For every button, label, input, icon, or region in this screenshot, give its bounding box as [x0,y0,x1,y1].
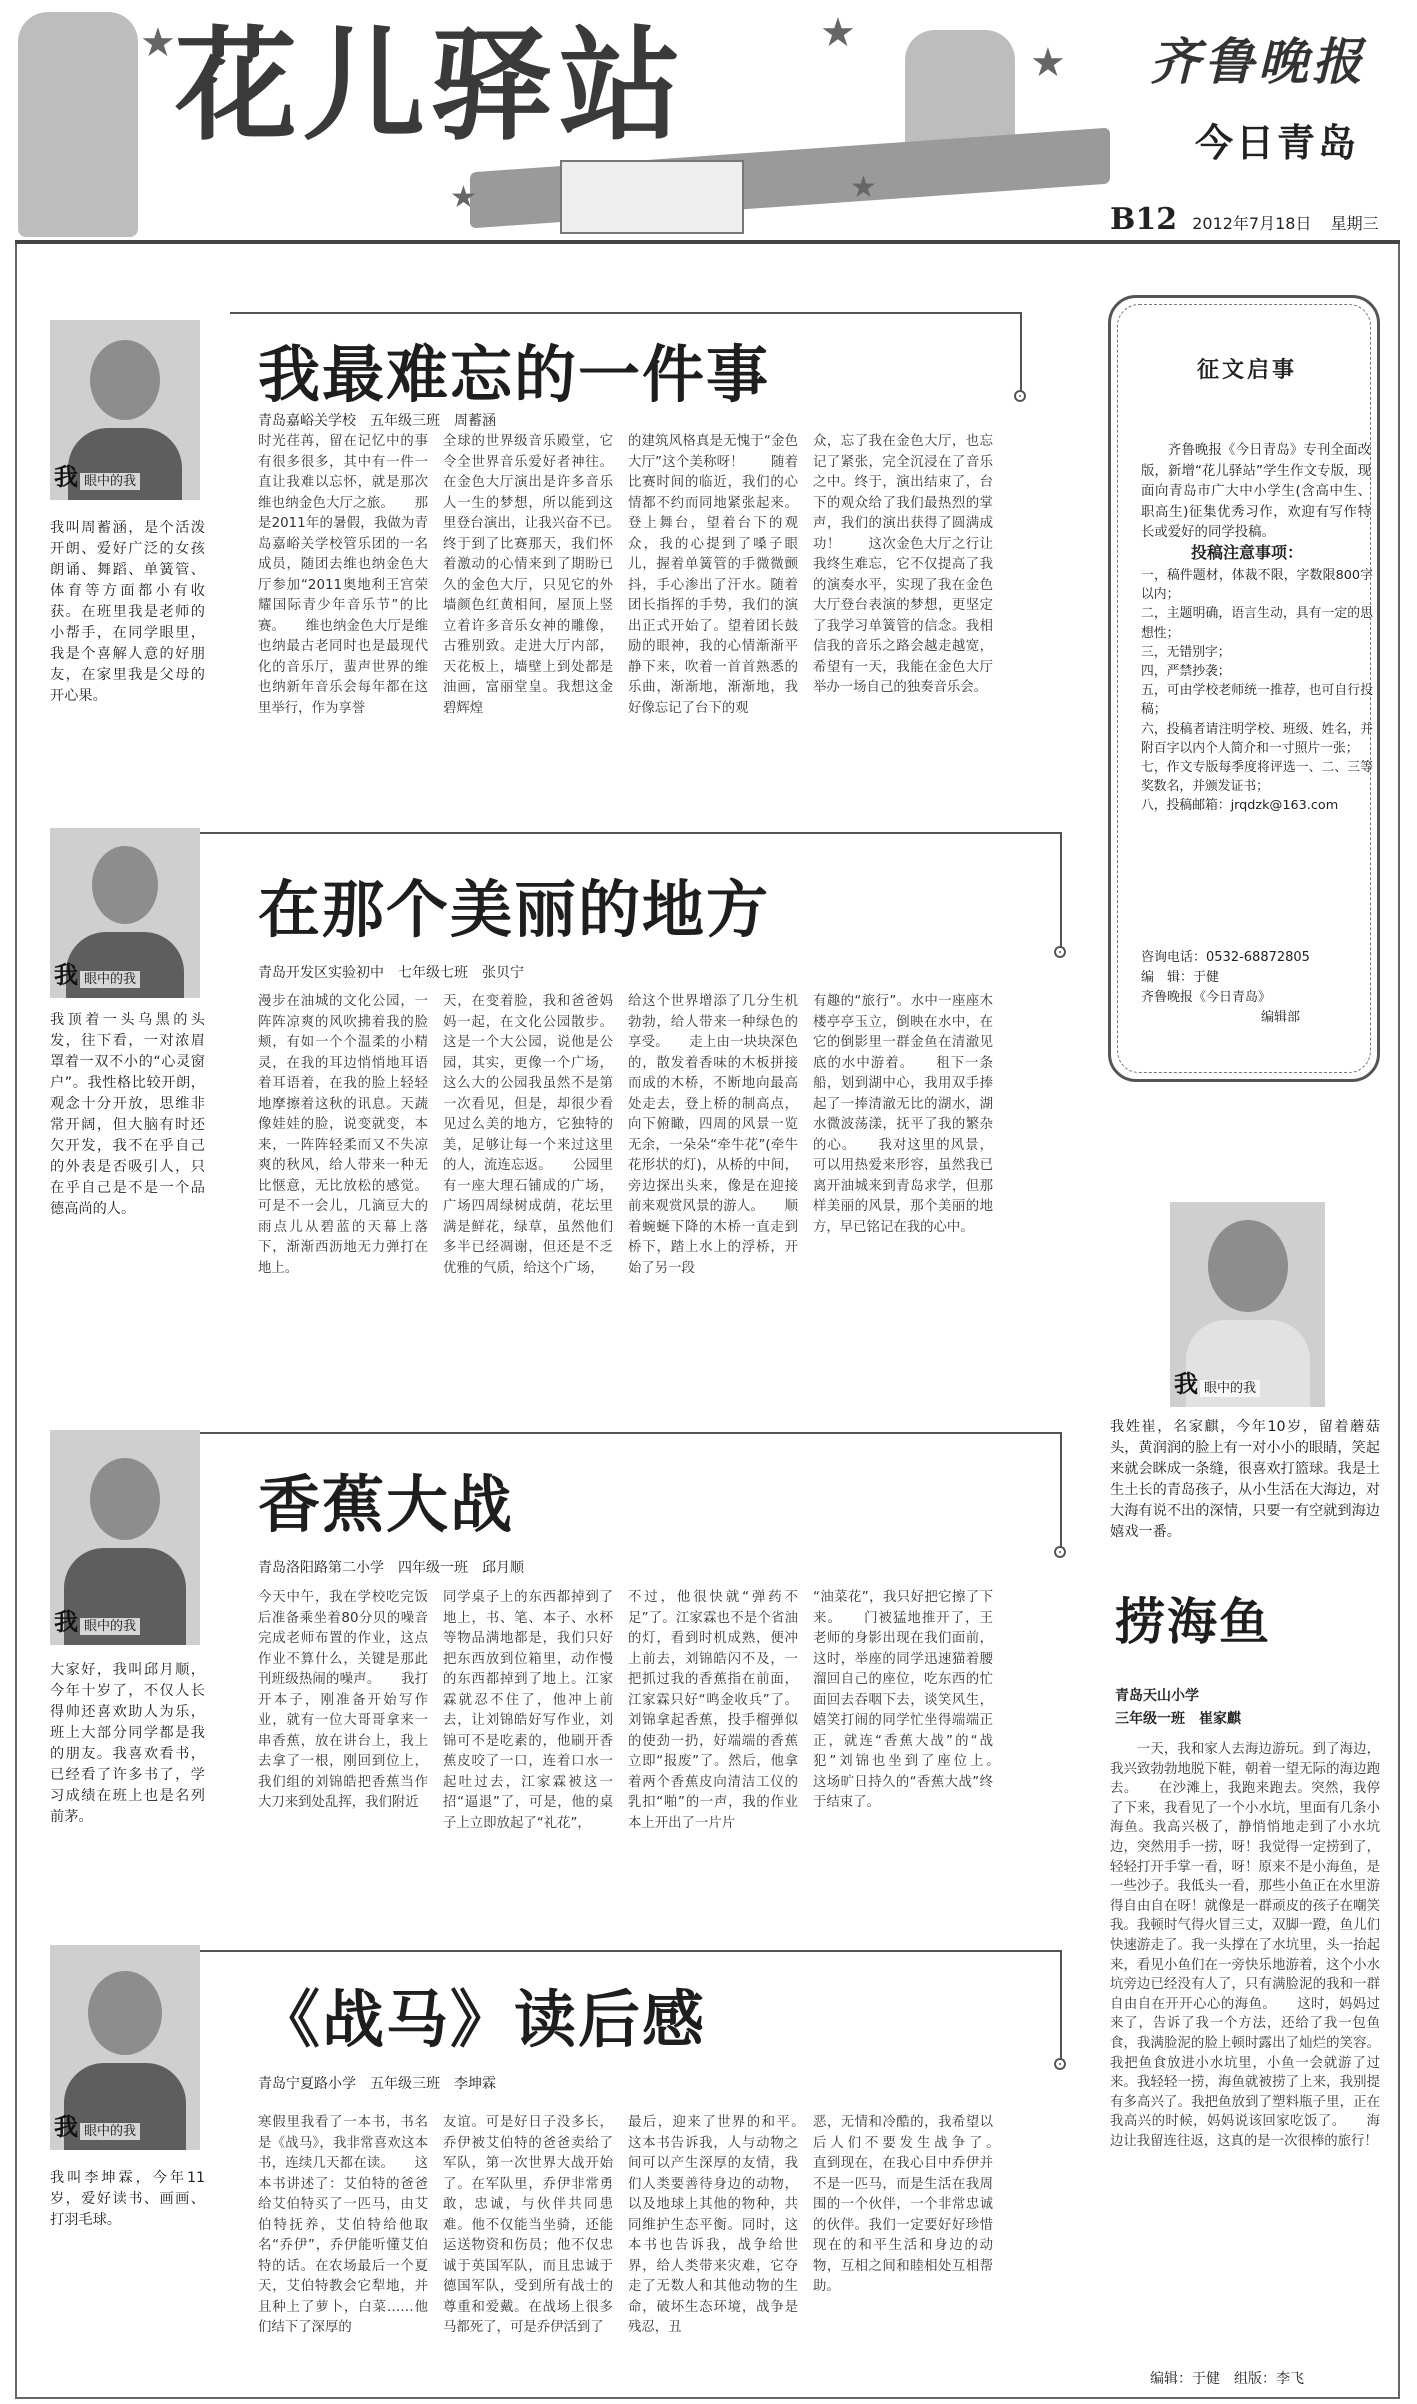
page-number: B12 [1110,202,1178,237]
call-for-submissions [1108,295,1380,1082]
article-byline: 青岛洛阳路第二小学 四年级一班 邱月顺 [258,1560,524,1576]
notice-rule: 三，无错别字； [1141,644,1231,660]
notice-phone: 咨询电话：0532-68872805 [1141,950,1310,965]
author-bio: 我叫李坤霖，今年11岁，爱好读书、画画、打羽毛球。 [50,2170,205,2228]
notice-subtitle: 投稿注意事项： [1190,543,1303,562]
author-photo [1170,1202,1325,1407]
star-icon: ★ [850,170,877,205]
issue-date: 2012年7月18日 [1192,214,1312,233]
article-title: 我最难忘的一件事 [258,338,771,411]
girl-illustration [18,12,138,237]
article-column: 同学桌子上的东西都掉到了地上，书、笔、本子、水杯等物品满地都是，我们只好把东西放到位箱里，动作慢的东西都掉到了地上。江家霖就忍不住了，他冲上前去，让刘锦皓好写作业，刘锦可不是吃素的，他刷开香蕉皮咬了一口，连着口水一起吐过去，江家霖被这一招“逼退”了，可是，他的桌子上立即放起了“礼花”， [443,1590,613,1831]
rule-dot-icon [1054,946,1066,958]
badge: 我眼中的我 [54,955,140,990]
badge: 我眼中的我 [1174,1364,1260,1399]
author-photo [50,828,200,998]
article-column: “油菜花”，我只好把它擦了下来。 门被猛地推开了，王老师的身影出现在我们面前，这时，举座的同学迅速猫着腰溜回自己的座位，吃东西的忙面回去吞咽下去，谈笑风生，嬉笑打闹的同学忙坐得端端正正，就连“香蕉大战”的“战犯”刘锦也坐到了座位上。 这场旷日持久的“香蕉大战”终于结束了。 [813,1590,993,1810]
author-photo [50,320,200,500]
article-column: 一天，我和家人去海边游玩。到了海边，我兴致勃勃地脱下鞋，朝着一望无际的海边跑去。 在沙滩上，我跑来跑去。突然，我停了下来，我看见了一个小水坑，里面有几条小海鱼。我高兴极了，静悄悄地走到了小水坑边，突然用手一捞，呀！我觉得一定捞到了，轻轻打开手掌一看，呀！原来不是小海鱼，是一些沙子。我低头一看，那些小鱼正在水里游得自由自在呀！就像是一群顽皮的孩子在嘲笑我。我顿时气得火冒三丈，双脚一蹬，鱼儿们快速游走了。我一头撑在了水坑里，头一抬起来，看见小鱼们在一旁快乐地游着，这个小水坑旁边已经没有人了，只有满脸泥的我和一群自由自在开开心心的海鱼。 这时，妈妈过来了，告诉了我一个方法，还给了我一包鱼食，我满脸泥的脸上顿时露出了灿烂的笑容。我把鱼食放进小水坑里，小鱼一会就游了过来。我轻轻一捞，海鱼就被捞了上来，我别提有多高兴了。我把鱼放到了塑料瓶子里，正在我高兴的时候，妈妈说该回家吃饭了。 海边让我留连往返，这真的是一次很棒的旅行！ [1110,1742,1380,2149]
title-rule [1060,1950,1062,2062]
page-info [1110,202,1379,237]
article-column: 不过，他很快就“弹药不足”了。江家霖也不是个省油的灯，看到时机成熟，便冲上前去，刘锦皓闪不及，一把抓过我的香蕉指在前面，江家霖只好“鸣金收兵”了。刘锦拿起香蕉，投手榴弹似的使劲一扔，好端端的香蕉立即“报废”了。然后，他拿着两个香蕉皮向清洁工仪的乳扣“啪”的一声，我的作业本上开出了一片片 [628,1590,798,1831]
author-bio: 大家好，我叫邱月顺，今年十岁了，不仅人长得帅还喜欢助人为乐，班上大部分同学都是我的朋友。我喜欢看书，已经看了许多书了，学习成绩在班上也是名列前茅。 [50,1662,205,1825]
author-photo [50,1945,200,2150]
title-rule [230,312,1020,314]
rule-dot-icon [1054,2058,1066,2070]
article-column: 今天中午，我在学校吃完饭后准备乘坐着80分贝的噪音完成老师布置的作业，这点作业不算什么，关键是那此刊班级热闹的噪声。 我打开本子，刚准备开始写作业，就有一位大哥哥拿来一串香蕉，放在讲台上，我上去拿了一根，刚回到位上，我们组的刘锦皓把香蕉当作大刀来到处乱挥，我们附近 [258,1590,428,1810]
article-column: 友谊。可是好日子没多长，乔伊被艾伯特的爸爸卖给了军队，第一次世界大战开始了。在军队里，乔伊非常勇敢，忠诚，与伙伴共同患难。他不仅能当坐骑，还能运送物资和伤员；他不仅忠诚于英国军队，而且忠诚于德国军队，受到所有战士的尊重和爱戴。在战场上很多马都死了，可是乔伊活到了 [443,2115,613,2335]
title-rule [200,1950,1060,1952]
article-byline: 青岛开发区实验初中 七年级七班 张贝宁 [258,965,524,981]
article-column: 有趣的“旅行”。水中一座座木楼亭亭玉立，倒映在水中，在它的倒影里一群金鱼在清澈见底的水中游着。 租下一条船，划到湖中心，我用双手捧起了一捧清澈无比的湖水，湖水微波荡漾，抚平了我的繁杂的心。 我对这里的风景，可以用热爱来形容，虽然我已离开油城来到青岛求学，但那样美丽的风景，那个美丽的地方，早已铭记在我的心中。 [813,994,993,1235]
notice-rule: 七，作文专版每季度将评选一、二、三等奖数名，并颁发证书； [1141,760,1373,795]
article-byline: 三年级一班 崔家麒 [1115,1711,1241,1727]
title-rule [200,832,1060,834]
author-bio: 我叫周蓄涵，是个活泼开朗、爱好广泛的女孩朗诵、舞蹈、单簧管、体育等方面都小有收获。在班里我是老师的小帮手，在同学眼里，我是个喜解人意的好朋友，在家里我是父母的开心果。 [50,520,205,704]
article-school: 青岛天山小学 [1115,1688,1199,1704]
title-rule [1060,832,1062,950]
page-editor-credit: 编辑：于健 组版：李飞 [1150,2371,1304,2387]
notice-rule: 二，主题明确，语言生动，具有一定的思想性； [1141,606,1373,641]
newspaper-brand: 齐鲁晚报 [1150,32,1366,91]
masthead [0,0,1417,245]
badge: 我眼中的我 [54,1602,140,1637]
article-column: 全球的世界级音乐殿堂，它令全世界音乐爱好者神往。在金色大厅演出是许多音乐人一生的梦想，所以能到这里登台演出，让我兴奋不已。 终于到了比赛那天，我们怀着激动的心情来到了期盼已久的金色大厅，只见它的外墙颜色红黄相间，屋顶上竖立着许多音乐女神的雕像，古雅别致。走进大厅内部，天花板上，墙壁上到处都是油画，富丽堂皇。我想这金碧辉煌 [443,434,613,716]
notice-org: 齐鲁晚报《今日青岛》 [1141,990,1272,1005]
star-icon: ★ [820,10,856,56]
article-column: 漫步在油城的文化公园，一阵阵凉爽的风吹拂着我的脸颊，有如一个个温柔的小精灵，在我的耳边悄悄地耳语着耳语着，在我的脸上轻轻地摩擦着这秋的讯息。天蔬像娃娃的脸，说变就变，本来，一阵阵轻柔而又不失凉爽的秋风，给人带来一种无比惬意，无比放松的感觉。可是不一会儿，几滴豆大的雨点儿从碧蓝的天幕上落下，渐渐西沥地无力弹打在地上。 [258,994,428,1276]
article-title: 在那个美丽的地方 [258,873,771,946]
author-bio: 我顶着一头乌黑的头发，往下看，一对浓眉罩着一双不小的“心灵窗户”。我性格比较开朗，观念十分开放，思维非常开阔，但大脑有时还欠开发，我不在乎自己的外表是否吸引人，只在乎自己是不是一个品德高尚的人。 [50,1012,205,1217]
notice-rule: 八，投稿邮箱：jrqdzk@163.com [1141,798,1339,814]
star-icon: ★ [140,20,176,66]
author-photo [50,1430,200,1645]
rule-dot-icon [1014,390,1026,402]
article-column: 时光荏苒，留在记忆中的事有很多很多，其中有一件一直让我难以忘怀，就是那次维也纳金色大厅之旅。 那是2011年的暑假，我做为青岛嘉峪关学校管乐团的一名成员，随团去维也纳金色大厅参加“2011奥地利王宫荣耀国际青少年音乐节”的比赛。 维也纳金色大厅是维也纳最古老同时也是最现代化的音乐厅，蜚声世界的维也纳新年音乐会每年都在这里举行，作为享誉 [258,434,428,716]
notice-rule: 一，稿件题材，体裁不限，字数限800字以内； [1141,568,1373,603]
article-column: 恶，无情和冷酷的，我希望以后人们不要发生战争了。 直到现在，在我心目中乔伊并不是一匹马，而是生活在我周围的一个伙伴，一个非常忠诚的伙伴。我们一定要好好珍惜现在的和平生活和身边的动物，互相之间和睦相处互相帮助。 [813,2115,993,2294]
rule-dot-icon [1054,1546,1066,1558]
article-column: 寒假里我看了一本书，书名是《战马》，我非常喜欢这本书，连续几天都在读。 这本书讲述了：艾伯特的爸爸给艾伯特买了一匹马，由艾伯特抚养，艾伯特给他取名“乔伊”，乔伊能听懂艾伯特的话。在农场最后一个夏天，艾伯特教会它犁地，并且种上了萝卜，白菜……他们结下了深厚的 [258,2115,428,2335]
notice-title: 征文启事 [1196,358,1297,383]
title-rule [1020,312,1022,392]
notice-rule: 四，严禁抄袭； [1141,664,1231,680]
badge: 我眼中的我 [54,2107,140,2142]
title-rule [1060,1432,1062,1550]
article-title: 《战马》读后感 [258,1983,707,2056]
badge: 我眼中的我 [54,457,140,492]
title-rule [200,1432,1060,1434]
article-column: 给这个世界增添了几分生机勃勃，给人带来一种绿色的享受。 走上由一块块深色的，散发着香味的木板拼接而成的木桥，不断地向最高处走去，登上桥的制高点，向下俯瞰，四周的风景一览无余，一朵朵“牵牛花”(牵牛花形状的灯)，从桥的中间，旁边探出头来，像是在迎接前来观赏风景的游人。 顺着蜿蜒下降的木桥一直走到桥下，踏上水上的浮桥，开始了另一段 [628,994,798,1276]
notice-intro: 齐鲁晚报《今日青岛》专刊全面改版，新增“花儿驿站”学生作文专版，现面向青岛市广大中小学生(含高中生、职高生)征集优秀习作，欢迎有写作特长或爱好的同学投稿。 [1141,443,1371,540]
notice-rule: 五，可由学校老师统一推荐，也可自行投稿； [1141,683,1373,718]
article-title: 捞海鱼 [1115,1593,1271,1651]
article-byline: 青岛嘉峪关学校 五年级三班 周蓄涵 [258,413,496,429]
article-column: 众，忘了我在金色大厅，也忘记了紧张，完全沉浸在了音乐之中。终于，演出结束了，台下的观众给了我们最热烈的掌声，我们的演出获得了圆满成功！ 这次金色大厅之行让我终生难忘，它不仅提高了我的演奏水平，实现了我在金色大厅登台表演的梦想，更坚定了我学习单簧管的信念。我相信我的音乐之路会越走越宽，希望有一天，我能在金色大厅举办一场自己的独奏音乐会。 [813,434,993,695]
article-column: 的建筑风格真是无愧于“金色大厅”这个美称呀！ 随着比赛时间的临近，我们的心情都不约而同地紧张起来。登上舞台，望着台下的观众，我的心提到了嗓子眼儿，握着单簧管的手微微颤抖，手心渗出了汗水。随着团长指挥的手势，我们的演出正式开始了。望着团长鼓励的眼神，我的心情渐渐平静下来，吹着一首首熟悉的乐曲，渐渐地，渐渐地，我好像忘记了台下的观 [628,434,798,716]
notice-dept: 编辑部 [1261,1010,1301,1025]
star-icon: ★ [450,180,477,215]
school-illustration [560,160,744,234]
article-column: 最后，迎来了世界的和平。 这本书告诉我，人与动物之间可以产生深厚的友情，我们人类要善待身边的动物，以及地球上其他的物种，共同维护生态平衡。同时，这本书也告诉我，战争给世界，给人类带来灾难，它夺走了无数人和其他动物的生命，破坏生态环境，战争是残忍，丑 [628,2115,798,2335]
notice-contact [1141,948,1373,1028]
notice-editor: 编 辑：于健 [1141,970,1220,985]
article-byline: 青岛宁夏路小学 五年级三班 李坤霖 [258,2076,496,2092]
issue-weekday: 星期三 [1330,214,1379,233]
masthead-title: 花儿驿站 [175,13,687,157]
notice-rule: 六，投稿者请注明学校、班级、姓名，并附百字以内个人简介和一寸照片一张； [1141,721,1373,756]
edition-name: 今日青岛 [1195,121,1360,165]
author-bio: 我姓崔，名家麒，今年10岁，留着蘑菇头，黄润润的脸上有一对小小的眼睛，笑起来就会眯成一条缝，很喜欢打篮球。我是土生土长的青岛孩子，从小生活在大海边，对大海有说不出的深情，只要一有空就到海边嬉戏一番。 [1110,1419,1380,1540]
star-icon: ★ [1030,40,1066,86]
article-column: 天，在变着脸，我和爸爸妈妈一起，在文化公园散步。这是一个大公园，说他是公园，其实，更像一个广场，这么大的公园我虽然不是第一次看见，但是，却很少看见过么美的地方，它独特的美，足够让每一个来过这里的人，流连忘返。 公园里有一座大理石铺成的广场，广场四周绿树成荫，花坛里满是鲜花，绿草，虽然他们多半已经凋谢，但还是不乏优雅的气质，给这个广场， [443,994,613,1276]
notice-rules [1141,566,1373,816]
article-title: 香蕉大战 [258,1468,515,1541]
